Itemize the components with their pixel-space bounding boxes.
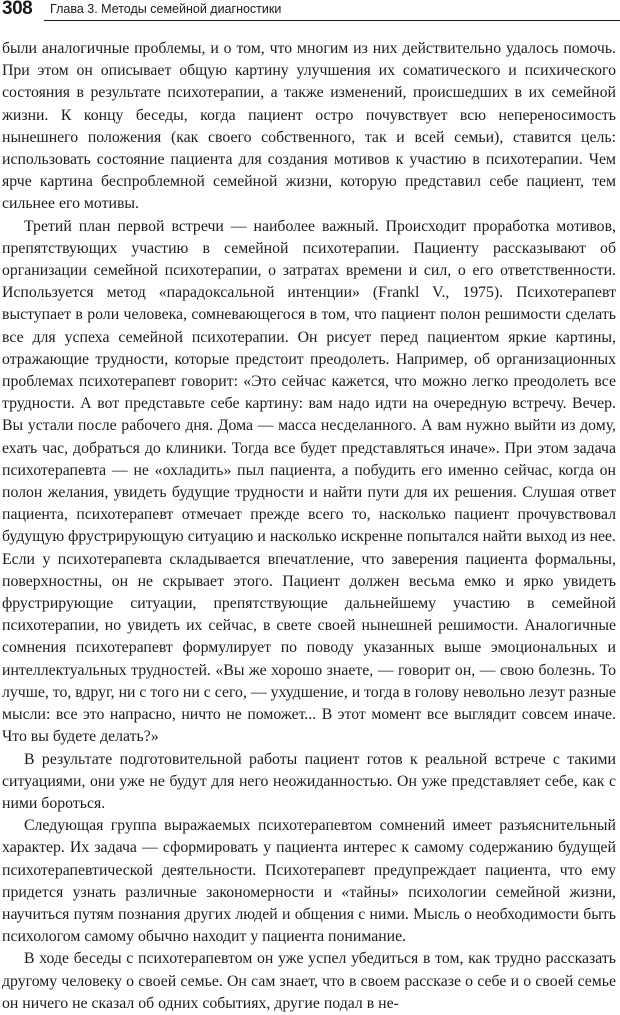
paragraph: В ходе беседы с психотерапевтом он уже успел убедиться в том, как трудно рассказать другому человеку о своей семье. Он сам знает, что в своем рассказе о себе и о своей семье он ничего не сказал об одних событиях, другие подал в не- — [2, 950, 616, 1012]
paragraph: В результате подготовительной работы пациент готов к реальной встрече с такими ситуациями, они уже не будут для него неожиданностью. Он уже представляет себе, как с ними бороться. — [2, 750, 616, 812]
paragraph: были аналогичные проблемы, и о том, что многим из них действительно удалось помочь. При этом он описывает общую картину улучшения их соматического и психического состояния в результате психотерапии, а также изменений, происшедших в их семейной жизни. К концу беседы, когда пациент остро почувствует всю непереносимость нынешнего положения (как своего собственного, так и всей семьи), ставится цель: использовать состояние пациента для создания мотивов к участию в психотерапии. Чем ярче картина беспроблемной семейной жизни, которую представил себе пациент, тем сильнее его мотивы. — [2, 40, 616, 213]
paragraph: Третий план первой встречи — наиболее важный. Происходит проработка мотивов, препятствующих участию в семейной психотерапии. Пациенту рассказывают об организации семейной психотерапии, о затратах времени и сил, о его ответственности. Используется метод «парадоксальной интенции» (Frankl V., 1975). Психотерапевт выступает в роли человека, сомневающегося в том, что пациент полон решимости сделать все для успеха семейной психотерапии. Он рисует перед пациентом яркие картины, отражающие трудности, которые предстоит преодолеть. Например, об организационных проблемах психотерапевт говорит: «Это сейчас кажется, что можно легко преодолеть все трудности. А вот представьте себе картину: вам надо идти на очередную встречу. Вечер. Вы устали после рабочего дня. Дома — масса несделанного. А вам нужно выйти из дому, ехать час, добраться до клиники. Тогда все будет представляться иначе». При этом задача психотерапевта — не «охладить» пыл пациента, а побудить его именно сейчас, когда он полон желания, увидеть будущие трудности и найти пути для их решения. Слушая ответ пациента, психотерапевт отмечает прежде всего то, насколько пациент прочувствовал будущую фрустрирующую ситуацию и насколько искренне попытался найти выход из нее. Если у психотерапевта складывается впечатление, что заверения пациента формальны, поверхностны, он не скрывает этого. Пациент должен весьма емко и ярко увидеть фрустрирующие ситуации, препятствующие дальнейшему участию в семейной психотерапии, но увидеть их сейчас, в свете своей нынешней решимости. Аналогичные сомнения психотерапевт формулирует по поводу указанных выше эмоциональных и интеллектуальных трудностей. «Вы же хорошо знаете, — говорит он, — свою болезнь. То лучше, то, вдруг, ни с того ни с сего, — ухудшение, и тогда в голову невольно лезут разные мысли: все это напрасно, ничто не поможет... В этот момент все выглядит совсем иначе. Что вы будете делать?» — [2, 217, 617, 746]
running-head: Глава 3. Методы семейной диагностики — [50, 2, 282, 16]
page-header — [0, 0, 620, 22]
page-number: 308 — [2, 0, 33, 19]
body-text — [2, 38, 616, 1015]
paragraph: Следующая группа выражаемых психотерапевтом сомнений имеет разъяснительный характер. Их задача — сформировать у пациента интерес к самому содержанию будущей психотерапевтической деятельности. Психотерапевт предупреждает пациента, что ему придется узнать различные закономерности и «тайны» психологии семейной жизни, научиться путям познания других людей и общения с ними. Мысль о необходимости быть психологом самому обычно находит у пациента понимание. — [2, 817, 616, 946]
header-rule — [44, 20, 620, 21]
